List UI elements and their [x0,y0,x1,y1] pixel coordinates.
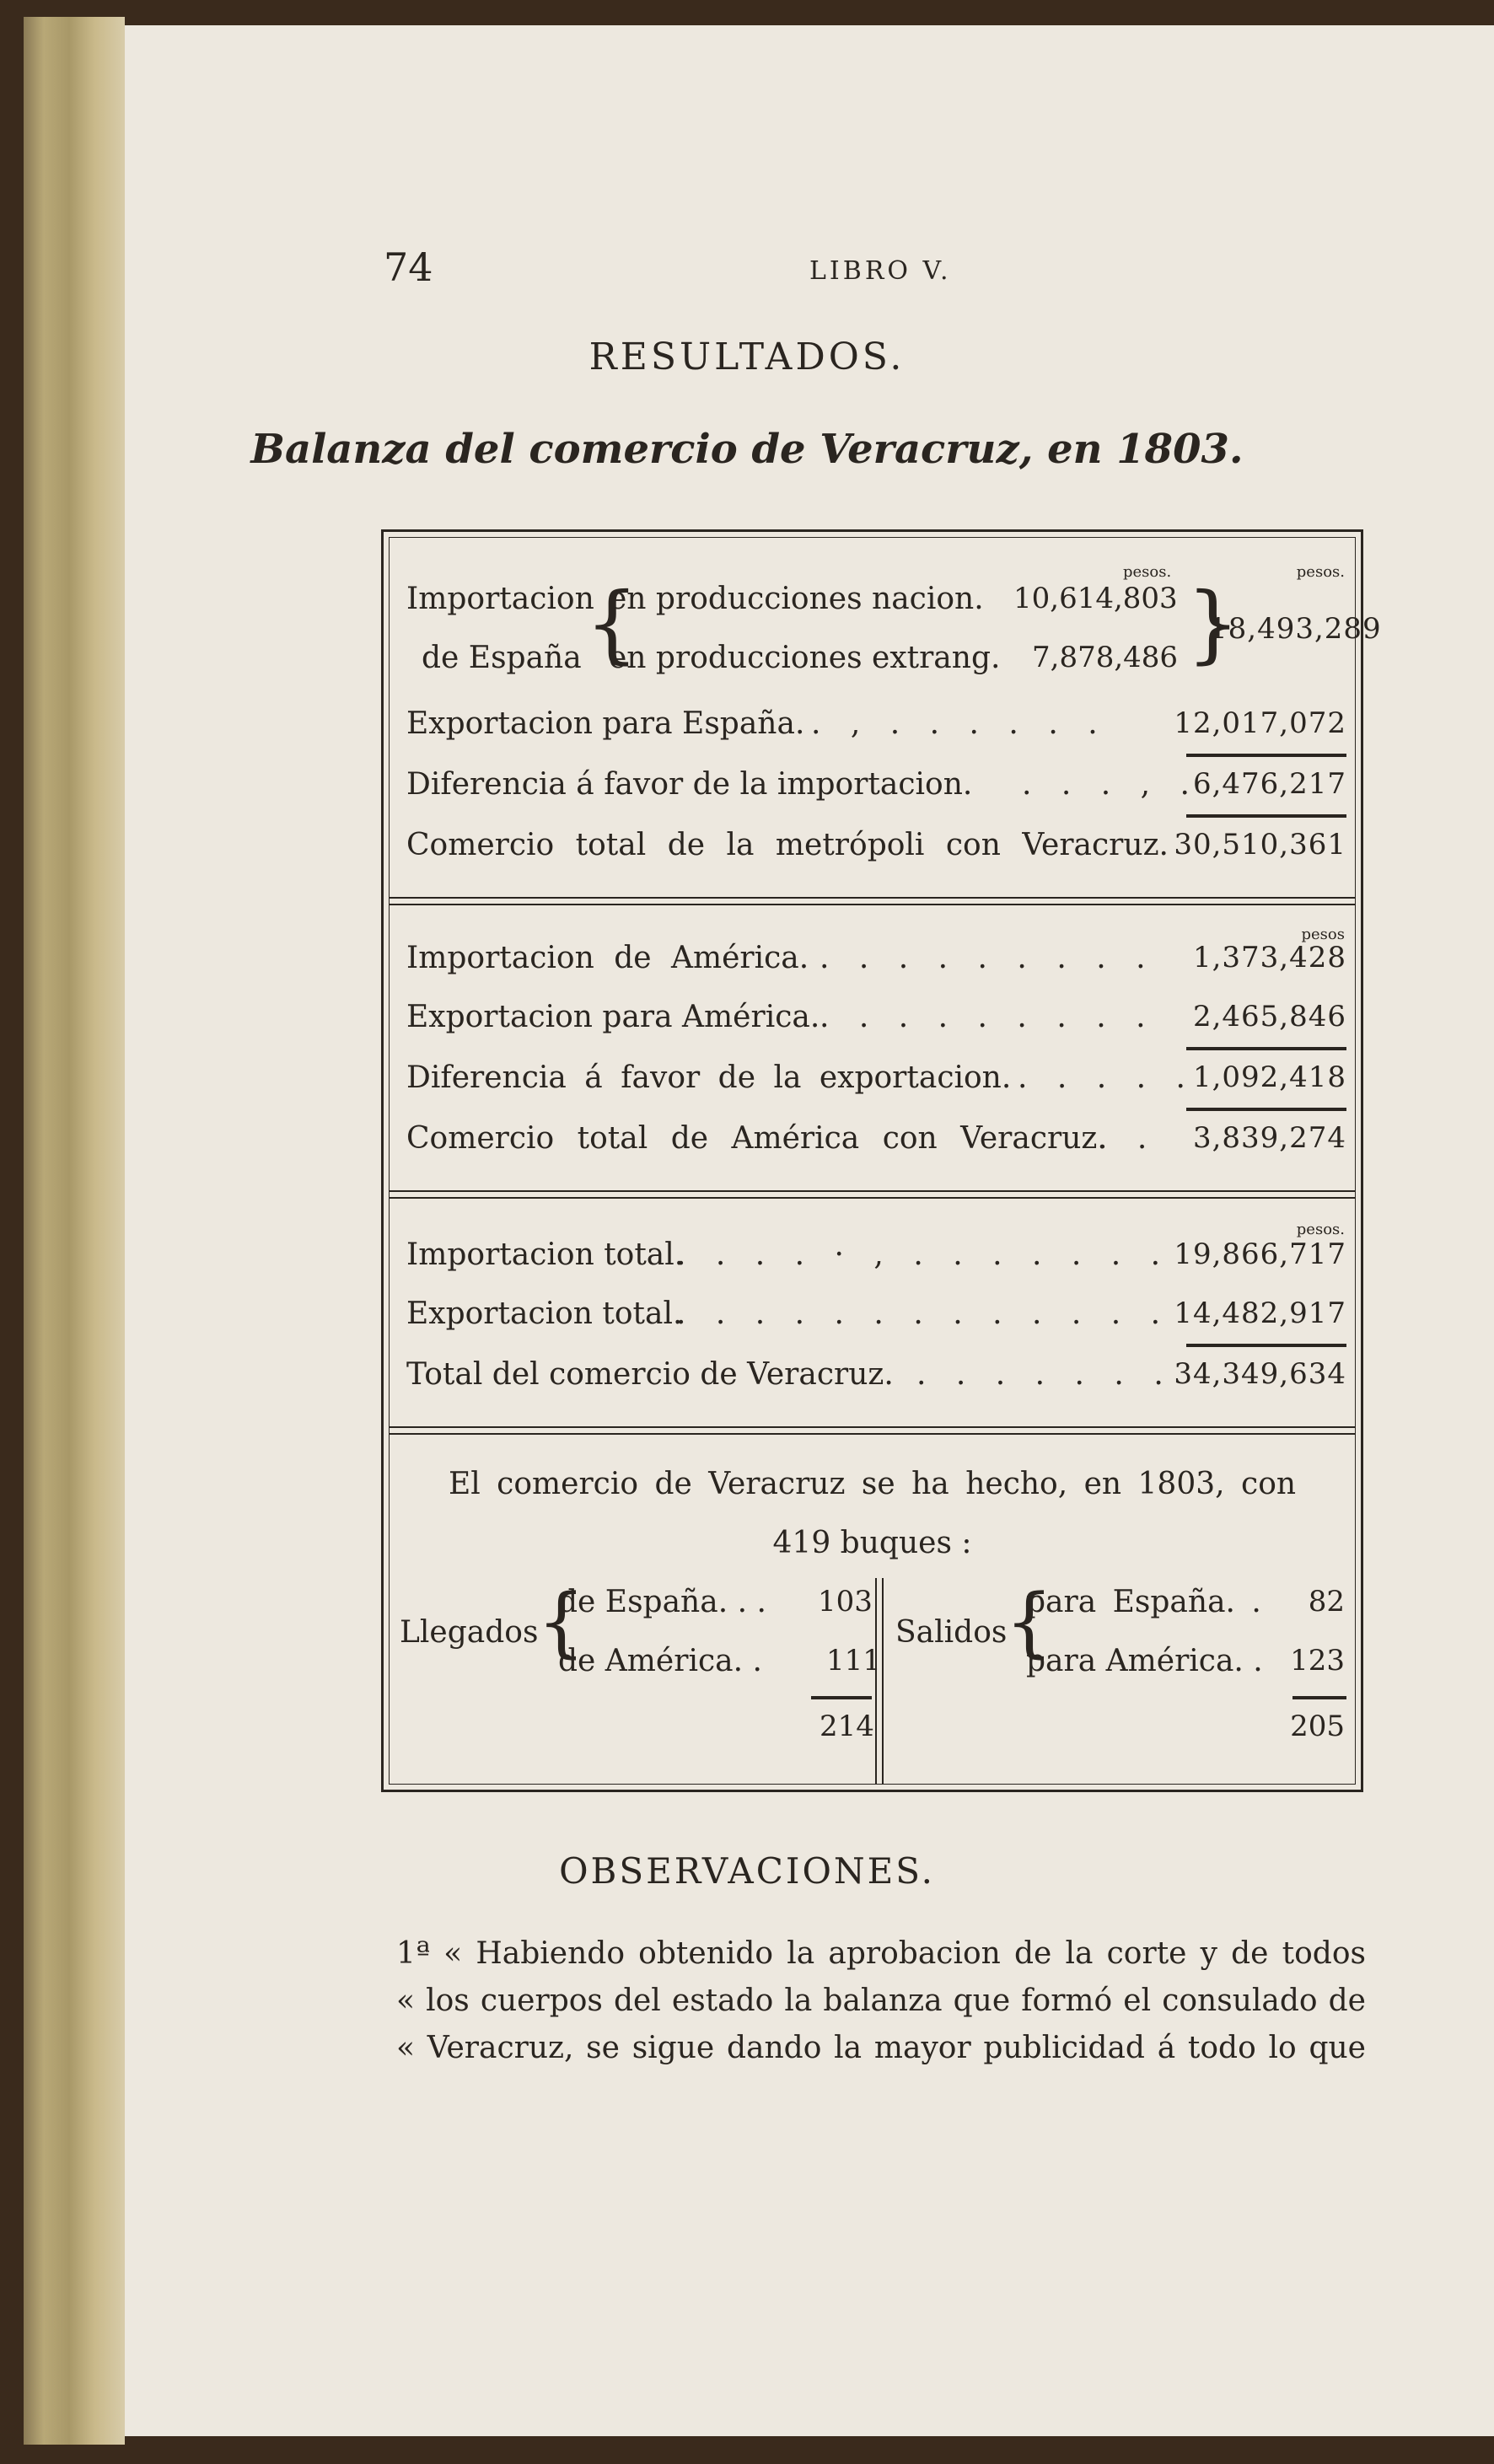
brace-icon: { [537,1578,586,1667]
row-label: de América. . [558,1644,762,1678]
row-value: 82 [1308,1585,1345,1619]
row-label: Diferencia á favor de la exportacion. [406,1060,1012,1095]
page-edge [24,17,125,2445]
row-label: Exportacion para España. [406,706,805,741]
leader-dots: . . . . . . . [916,1357,1174,1392]
unit-label: pesos. [1296,563,1345,581]
row-label: Comercio total de la metrópoli con Veracruz. [406,828,1169,862]
row-label: Importacion [406,582,594,616]
page-number: 74 [384,244,433,290]
row-label: Total del comercio de Veracruz. [406,1357,894,1392]
sum-rule [1186,754,1346,757]
sum-rule [1186,814,1346,818]
row-value: 30,510,361 [1174,828,1346,862]
leader-dots: . . . . . . . . . [820,1000,1156,1034]
paragraph-line: « los cuerpos del estado la balanza que formó el consulado de [396,1984,1366,2018]
row-label: para América. . [1026,1644,1263,1678]
column-divider [875,1578,884,1784]
row-value: 14,482,917 [1174,1296,1346,1330]
row-label: Diferencia á favor de la importacion. [406,767,973,802]
row-label: Salidos [895,1615,1008,1650]
row-value: 12,017,072 [1174,706,1346,740]
row-value: 19,866,717 [1174,1237,1346,1271]
row-value: 111 [826,1644,881,1678]
section-divider [390,1190,1355,1199]
paragraph-line: 1ª « Habiendo obtenido la aprobacion de la corte y de todos [396,1936,1366,1971]
row-label: Importacion total. [406,1237,685,1272]
row-label: Comercio total de América con Veracruz. [406,1121,1107,1156]
paragraph-line: « Veracruz, se sigue dando la mayor publicidad á todo lo que [396,2031,1366,2065]
leader-dots: . . . . . [1018,1060,1196,1095]
leader-dots: . . . , . [1022,767,1200,802]
row-label: de España. . . [558,1585,766,1619]
unit-label: pesos. [1296,1221,1345,1238]
running-header: LIBRO V. [809,256,952,286]
sum-rule [1292,1696,1346,1699]
row-value: 18,493,289 [1209,612,1382,646]
sum-rule [811,1696,872,1699]
leader-dots: . . . . · , . . . . . . . [676,1237,1171,1272]
row-value: 1,092,418 [1192,1060,1346,1094]
row-label: Importacion de América. [406,941,809,975]
row-label: de España [422,641,582,675]
row-value: 214 [820,1710,874,1743]
row-value: 103 [818,1585,873,1619]
row-label: Exportacion total. [406,1296,683,1331]
row-value: 3,839,274 [1192,1121,1346,1155]
section-title: RESULTADOS. [588,336,906,378]
row-value: 1,373,428 [1192,941,1346,974]
brace-icon: { [1005,1578,1054,1667]
row-value: 205 [1290,1710,1345,1743]
row-label: en producciones nacion. [609,582,984,616]
section-divider [390,897,1355,905]
row-label: Llegados [400,1615,539,1650]
row-value: 6,476,217 [1192,767,1346,801]
leader-dots: . . . . . . . . . . . . . [676,1296,1171,1331]
sum-rule [1186,1047,1346,1050]
ship-note-line: El comercio de Veracruz se ha hecho, en 1803, con [448,1467,1297,1501]
row-value: 10,614,803 [1013,582,1178,615]
leader-dots: . . . . . . . . . [820,941,1156,975]
unit-label: pesos [1301,926,1345,943]
sum-rule [1186,1344,1346,1347]
ship-note-line: 419 buques : [772,1526,972,1560]
table-title: Balanza del comercio de Veracruz, en 1803. [250,426,1244,473]
row-label: para España. . [1026,1585,1261,1619]
row-value: 34,349,634 [1174,1357,1346,1391]
leader-dots: . . [1098,1121,1158,1156]
section-divider [390,1426,1355,1435]
row-label: en producciones extrang. [609,641,1001,675]
brace-icon: } [1186,574,1240,673]
observations-heading: OBSERVACIONES. [559,1850,935,1892]
observations-paragraph [396,1930,1366,2072]
balance-table [381,529,1382,1792]
table-frame [389,537,1382,1785]
leader-dots: . , . . . . . . [811,706,1108,741]
sum-rule [1186,1108,1346,1111]
brace-icon: { [585,574,639,673]
row-label: Exportacion para América. [406,1000,820,1034]
row-value: 2,465,846 [1192,1000,1346,1033]
row-value: 123 [1290,1644,1345,1678]
unit-label: pesos. [1123,563,1172,581]
row-value: 7,878,486 [1032,641,1179,674]
